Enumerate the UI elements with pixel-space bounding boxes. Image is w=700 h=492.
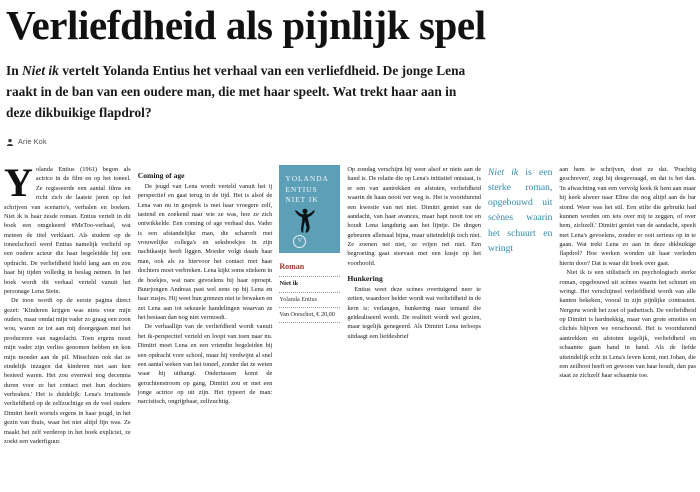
diving-figure-icon — [292, 207, 318, 233]
body-column-3 — [347, 165, 488, 490]
cover-title-line-1: YOLANDA — [285, 174, 329, 183]
body-paragraph: De toon wordt op de eerste pagina direct gezet: 'Kinderen krijgen was niets voor mijn ouders, maar omdat mijn vader zo graag een zoon wou, waren ze tot aan mij doorgegaan met het produceren van nageslacht. Toen ergens moet mijn vader zijn verlies genomen hebben en kon mijn moeder aan de pil. Misschien ook dat ze eindelijk inzagen dat kinderen niet aan hen besteed waren. Het zou evenwel nog decennia duren voor ze het contact met hun dochters verbraken.' Het is duidelijk: Lena's irrationele verliefdheid op de zelfzuchtige en de veel oudere Dimitri heeft wortels ergens in haar jeugd, in het gezin van thuis, waar het niet altijd fijn was. Ze maakt het zelf verderop in het boek expliciet, ze zoekt een vaderfiguur. — [4, 297, 131, 445]
body-column-4 — [559, 165, 696, 490]
pull-quote — [488, 165, 552, 256]
article-header — [0, 0, 700, 146]
byline-author-name: Arie Kok — [18, 137, 47, 147]
body-paragraph: Op zondag verschijnt hij weer alsof er niets aan de hand is. De relatie die op Lena's initiatief ontstaat, is er een van aantrekken en afstoten, verliefdheid waarin de haan nooit ver weg is. Het is voortdurend een kwestie van net niet. Dimitri geniet van de aandacht, van haar avances, maar hapt nooit toe en houdt Lena langdurig aan het lijntje. De dingen gebeuren allemaal bijna, maar uiteindelijk toch niet. Ze zoenen net niet, ze vrijen net niet. Een begroeting gaat steevast met een kusje op het voorhoofd. — [347, 166, 482, 267]
page-title: Verliefdheid als pijnlijk spel — [6, 2, 486, 48]
pull-quote-text: is een sterke roman, opgebouwd uit scènes waarin het schuurt en wringt — [488, 167, 553, 254]
standfirst-book-title: Niet ik — [22, 63, 59, 79]
body-paragraph: De jeugd van Lena wordt verteld vanuit het ij perspectief en gaat terug in de tijd. Het is alsof de Lena van nu in gesprek is met haar vroegere zelf, tastend en zoekend naar wie ze was, hoe ze zich ontwikkelde. Een coming of age verhaal dus. Vader is een afstandelijke man, die scharrelt met vrouwelijke collega's en seksboekjes in zijn nachtkastje heeft liggen. Moeder volgt daads haar man, ook als ze hiervoor het contact met haar dochters moet verbreken. Lena kijkt soms stiekem in de boekjes, wat nare gevoelens bij haar oproept. Buurjongen Andreas past wel eens op bij Lena en haar zusjes. Hij weet hun grenzen niet te bewaken en zet Lena aan tot seksuele handelingen waarvan ze het bestaan dan nog niet vermoedt. — [137, 182, 273, 322]
cover-title-line-3: NIET IK — [285, 195, 319, 205]
pull-quote-column — [488, 165, 559, 490]
author-avatar-icon — [6, 138, 14, 146]
book-title: Niet ik — [279, 276, 340, 292]
article-standfirst — [6, 61, 476, 123]
book-author: Yolanda Entius — [279, 292, 340, 307]
body-paragraph: Yolanda Entius (1961) begon als actrice in de film en op het toneel. Ze regisseerde een aantal films en richt zich de laatste jaren op het schrijven van scenario's, verhalen en boeken. Niet ik is haar zesde roman. Entius vertelt in dit boek een omgekeerd #MeToo-verhaal, wat meteen de titel verklaart. Als student op de toneelschool werd Entius namelijk verliefd op een oudere acteur die haar begeleidde bij een opdracht. De verliefdheid hield lang aan en zou haar bij tijden volledig in beslag nemen. In het boek wordt dit verhaal verteld vanuit het personage Lena Stein. — [4, 160, 131, 295]
body-paragraph: De verhaallijn van de verliefdheid wordt vanuit het ik-perspectief verteld en loopt van toen naar nu. Dimitri moet Lena en een vriendin begeleiden bij een opdracht voor school, maar hij verdwijnt al snel een aantal weken van het toneel, zonder dat ze weten waar hij uithangt. Ondertussen komt de geruchtenstroom op gang, Dimitri zou er met een jonge actrice op uit zijn. Het typeert de man: narcistisch, ongrijpbaar, zelfzuchtig. — [137, 323, 273, 406]
book-cover-image — [279, 165, 340, 253]
book-info-column — [279, 165, 347, 490]
book-metadata-block — [279, 261, 340, 323]
standfirst-part-2: vertelt Yolanda Entius het verhaal van een verliefdheid. De jonge Lena raakt in de ban van een oudere man, die met haar speelt. Wat trekt haar aan in deze dikbuikige flapdrol? — [6, 63, 466, 120]
book-publisher-price: Van Oorschot, € 20,00 — [279, 307, 340, 323]
publisher-logo-icon: V — [293, 235, 306, 248]
section-heading-hunkering: Hunkering — [347, 274, 383, 284]
article-body-columns — [4, 160, 696, 490]
body-paragraph: Niet ik is een stilistisch en psychologisch sterke roman, opgebouwd uit scènes waarin het schuurt en wringt. Het verschijnsel verliefdheid wordt van alle kanten bekeken, vooral in zijn pijnlijke contrasten. Nergens wordt het zoet of pathetisch. De verliefdheid op Dimitri is hardnekkig, maar van grote emoties en clichés blijven we verschoond. Het is voortdurend aantrekken en afstoten tegelijk, verliefdheid en schaamte gaan hand in hand. Als de liefde uiteindelijk echt in Lena's leven komt, met Johan, die een zeilboot heeft en gewoon van haar houdt, dan pas staat ze zichzelf haar schaamte toe. — [559, 269, 696, 380]
byline — [6, 137, 694, 146]
body-paragraph: aan hem te schrijven, doet ze dat. 'Prachtig geschreven', zegt hij desgevraagd, en dat is het dan. 'In afwachting van een vervolg keek ik hem aan maar hij keek alweer naar Eline die nog altijd aan de bar stond. Weer was het stil. Een stilte die gebruikt had kunnen worden om iets over mij te zeggen, of over hem, zichzelf.' Dimitri geniet van de aandacht, speelt met Lena's gevoelens, zonder er ooit serieus op in te gaan. Wat trekt Lena zo aan in deze dikbuikige flapdrol? Hoe werken wonden uit haar verleden hierin door? Dat is waar dit boek over gaat. — [559, 166, 696, 267]
book-genre: Roman — [279, 262, 305, 271]
body-column-2 — [138, 165, 280, 490]
body-paragraph: Entius weet deze scènes overtuigend neer te zetten, waardoor helder wordt wat verliefdheid in de kern is: verlangen, hunkering naar iemand die geïdealiseerd wordt. De realiteit wordt wel gezien, maar tegelijk genegeerd. Als Dimitri Lena terloops uitdaagt een liefdesbrief — [347, 285, 482, 340]
cover-title-line-2: ENTIUS — [285, 184, 318, 194]
standfirst-part-1: In — [6, 63, 23, 79]
section-heading-coming-of-age: Coming of age — [137, 171, 185, 180]
pull-quote-book-title: Niet ik — [488, 167, 519, 178]
body-column-1 — [4, 160, 138, 490]
